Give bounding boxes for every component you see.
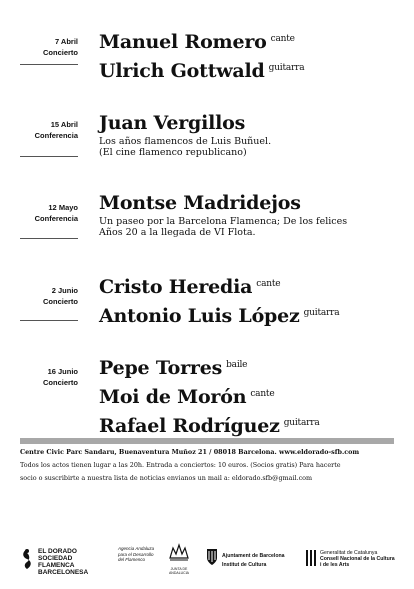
event-performers (99, 110, 410, 158)
divider (20, 156, 78, 157)
logo-text: BARCELONESA (38, 569, 89, 576)
performer-role: cante (256, 279, 281, 289)
performer-name: Pepe Torres (99, 357, 223, 379)
performer-name: Rafael Rodríguez (99, 415, 280, 437)
logo-text: Generalitat de Catalunya (320, 550, 378, 556)
logo-text: para el Desarrollo (118, 551, 154, 557)
event-meta (10, 119, 78, 141)
logo-text: Consell Nacional de la Cultura (320, 556, 395, 562)
event-performers (99, 271, 410, 329)
performer-role: guitarra (283, 418, 320, 428)
performer (99, 352, 410, 381)
performer-role: guitarra (268, 63, 305, 73)
logo-text: del Flamenco (118, 557, 146, 562)
performer (99, 110, 410, 136)
logo-eldorado (20, 546, 110, 574)
performer (99, 410, 410, 439)
logo-text: SOCIEDAD FLAMENCA (38, 555, 75, 569)
sponsor-logos (0, 540, 414, 580)
footer-info-line: Todos los actos tienen lugar a las 20h. Entrada a conciertos: 10 euros. (Socios gratis) Para hacerte (20, 461, 341, 469)
event-date: 2 Junio (51, 286, 78, 295)
event-meta (10, 36, 78, 58)
performer (99, 190, 410, 216)
performer-name: Moi de Morón (99, 386, 247, 408)
logo-text: Institut de Cultura (222, 562, 267, 568)
divider (20, 64, 78, 65)
logo-ajuntament-barcelona (206, 544, 286, 574)
performer-role: guitarra (303, 308, 340, 318)
performer (99, 26, 410, 55)
performer-name: Juan Vergillos (99, 112, 246, 134)
event-type: Conferencia (34, 214, 78, 223)
logo-text: i de les Arts (320, 562, 350, 568)
logo-generalitat-catalunya (306, 544, 406, 574)
event-date: 7 Abril (54, 37, 78, 46)
event-performers (99, 352, 410, 439)
performer-name: Cristo Heredia (99, 276, 253, 298)
event-meta (10, 366, 78, 388)
performer-name: Manuel Romero (99, 31, 267, 53)
footer-info-line: socio o suscribirte a nuestra lista de noticias envianos un mail a: eldorado.sfb@gmail.com (20, 474, 313, 482)
logo-text: Ajuntament de Barcelona (222, 553, 285, 559)
event-date: 12 Mayo (48, 203, 78, 212)
performer-name: Antonio Luis López (99, 305, 300, 327)
performer-role: cante (250, 389, 275, 399)
performer (99, 381, 410, 410)
divider (20, 320, 78, 321)
footer-address: Centre Civic Parc Sandaru, Buenaventura Muñoz 21 / 08018 Barcelona. www.eldorado-sfb.com (20, 448, 360, 456)
logo-agencia-flamenco (118, 546, 166, 574)
divider (20, 238, 78, 239)
event-type: Concierto (42, 297, 78, 306)
footer-bar (20, 438, 394, 444)
performer (99, 55, 410, 84)
performer (99, 271, 410, 300)
event-description-line: (El cine flamenco republicano) (99, 147, 247, 158)
event-type: Conferencia (34, 131, 78, 140)
performer-name: Ulrich Gottwald (99, 60, 265, 82)
event-description-line: Años 20 a la llegada de VI Flota. (99, 227, 256, 238)
logo-text: Agencia Andaluza (118, 546, 155, 551)
performer-role: baile (226, 360, 248, 370)
eldorado-emblem-icon (20, 548, 34, 570)
performer-name: Montse Madridejos (99, 192, 301, 214)
performer-role: cante (270, 34, 295, 44)
logo-text: EL DORADO (38, 548, 77, 555)
performer (99, 300, 410, 329)
event-date: 16 Junio (47, 367, 78, 376)
event-type: Concierto (42, 378, 78, 387)
junta-emblem-icon (168, 542, 190, 562)
event-performers (99, 26, 410, 84)
event-meta (10, 202, 78, 224)
logo-junta-andalucia (166, 542, 192, 576)
event-date: 15 Abril (50, 120, 78, 129)
event-description-line: Los años flamencos de Luis Buñuel. (99, 136, 272, 147)
event-description-line: Un paseo por la Barcelona Flamenca; De los felices (99, 216, 348, 227)
event-performers (99, 190, 410, 238)
ajuntament-shield-icon (206, 548, 218, 566)
generalitat-stripes-icon (306, 550, 316, 566)
event-type: Concierto (42, 48, 78, 57)
logo-text: JUNTA DE ANDALUCIA (168, 567, 190, 575)
event-meta (10, 285, 78, 307)
